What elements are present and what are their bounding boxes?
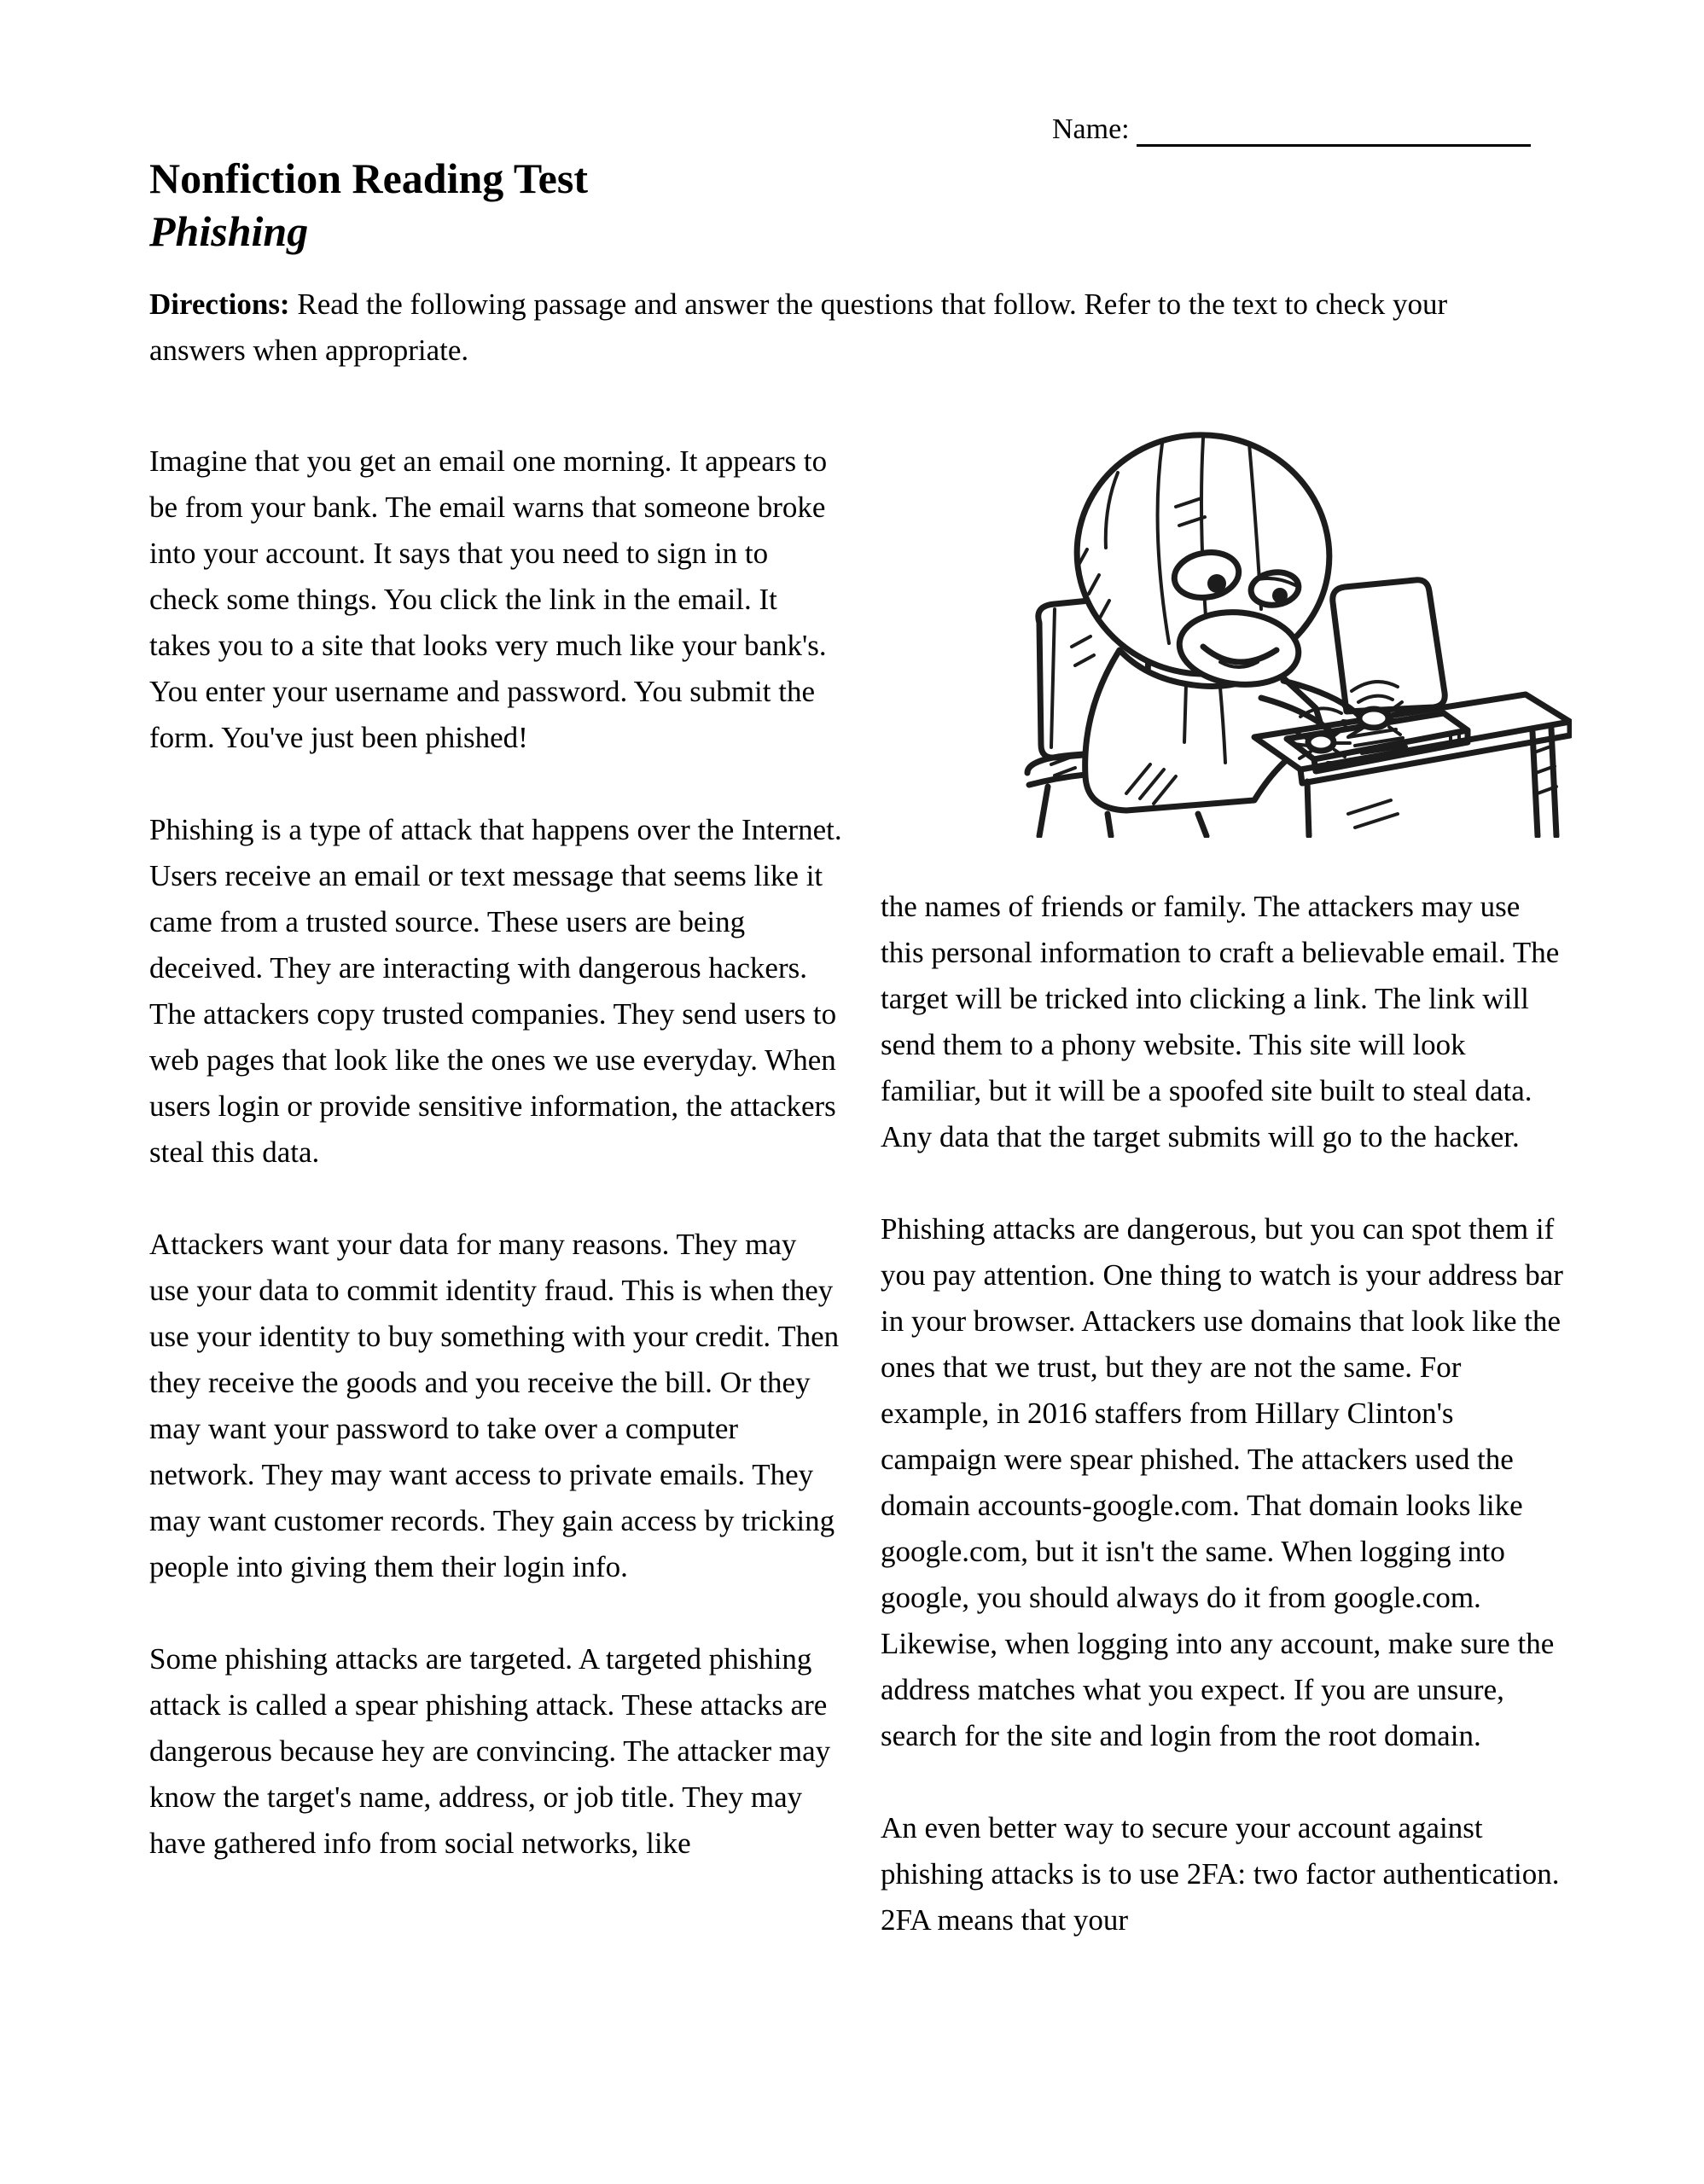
name-field-row [1052,113,1531,147]
passage-paragraph: Phishing is a type of attack that happens over the Internet. Users receive an email or text message that seems like it came from a trusted source. These users are being deceived. They are interacting with dangerous hackers. The attackers copy trusted companies. They send users to web pages that look like the ones we use everyday. When users login or provide sensitive information, the attackers steal this data. [149,813,842,1169]
passage-paragraph: An even better way to secure your account against phishing attacks is to use 2FA: two factor authentication. 2FA means that your [881,1811,1560,1937]
page-title: Nonfiction Reading Test [149,154,588,202]
passage-paragraph: the names of friends or family. The attackers may use this personal information to craft a believable email. The target will be tricked into clicking a link. The link will send them to a phony website. This site will look familiar, but it will be a spoofed site built to steal data. Any data that the target submits will go to the hacker. [881,890,1560,1153]
passage-paragraph: Phishing attacks are dangerous, but you can spot them if you pay attention. One thing to watch is your address bar in your browser. Attackers use domains that look like the ones that we trust, but they are not the same. For example, in 2016 staffers from Hillary Clinton's campaign were spear phished. The attackers used the domain accounts-google.com. That domain looks like google.com, but it isn't the same. When logging into google, you should always do it from google.com. Likewise, when logging into any account, make sure the address matches what you expect. If you are unsure, search for the site and login from the root domain. [881,1212,1563,1752]
title-block [149,152,588,258]
name-blank-line [1137,113,1531,147]
hacker-head-drawing [1061,428,1345,690]
hacker-illustration-svg [983,428,1572,838]
passage-paragraph: Some phishing attacks are targeted. A targeted phishing attack is called a spear phishing attack. These attacks are dangerous because hey are convincing. The attacker may know the target's name, address, or job title. They may have gathered info from social networks, like [149,1642,831,1860]
passage-paragraph: Attackers want your data for many reasons. They may use your data to commit identity fraud. This is when they use your identity to buy something with your credit. Then they receive the goods and you receive the bill. Or they may want your password to take over a computer network. They may want access to private emails. They may want customer records. They gain access by tricking people into giving them their login info. [149,1228,840,1583]
directions-text: Read the following passage and answer the questions that follow. Refer to the text to check your answers when appropriate. [149,288,1448,367]
name-label: Name: [1052,113,1130,145]
directions [149,282,1498,374]
directions-label: Directions: [149,288,290,321]
passage-paragraph: Imagine that you get an email one morning. It appears to be from your bank. The email warns that someone broke into your account. It says that you need to sign in to check some things. You click the link in the email. It takes you to a site that looks very much like your bank's. You enter your username and password. You submit the form. You've just been phished! [149,444,828,754]
hacker-at-laptop-illustration [983,428,1572,838]
passage-columns [149,428,1566,1943]
page-subtitle: Phishing [149,207,309,255]
right-column [881,428,1566,1943]
left-column [149,428,842,1867]
